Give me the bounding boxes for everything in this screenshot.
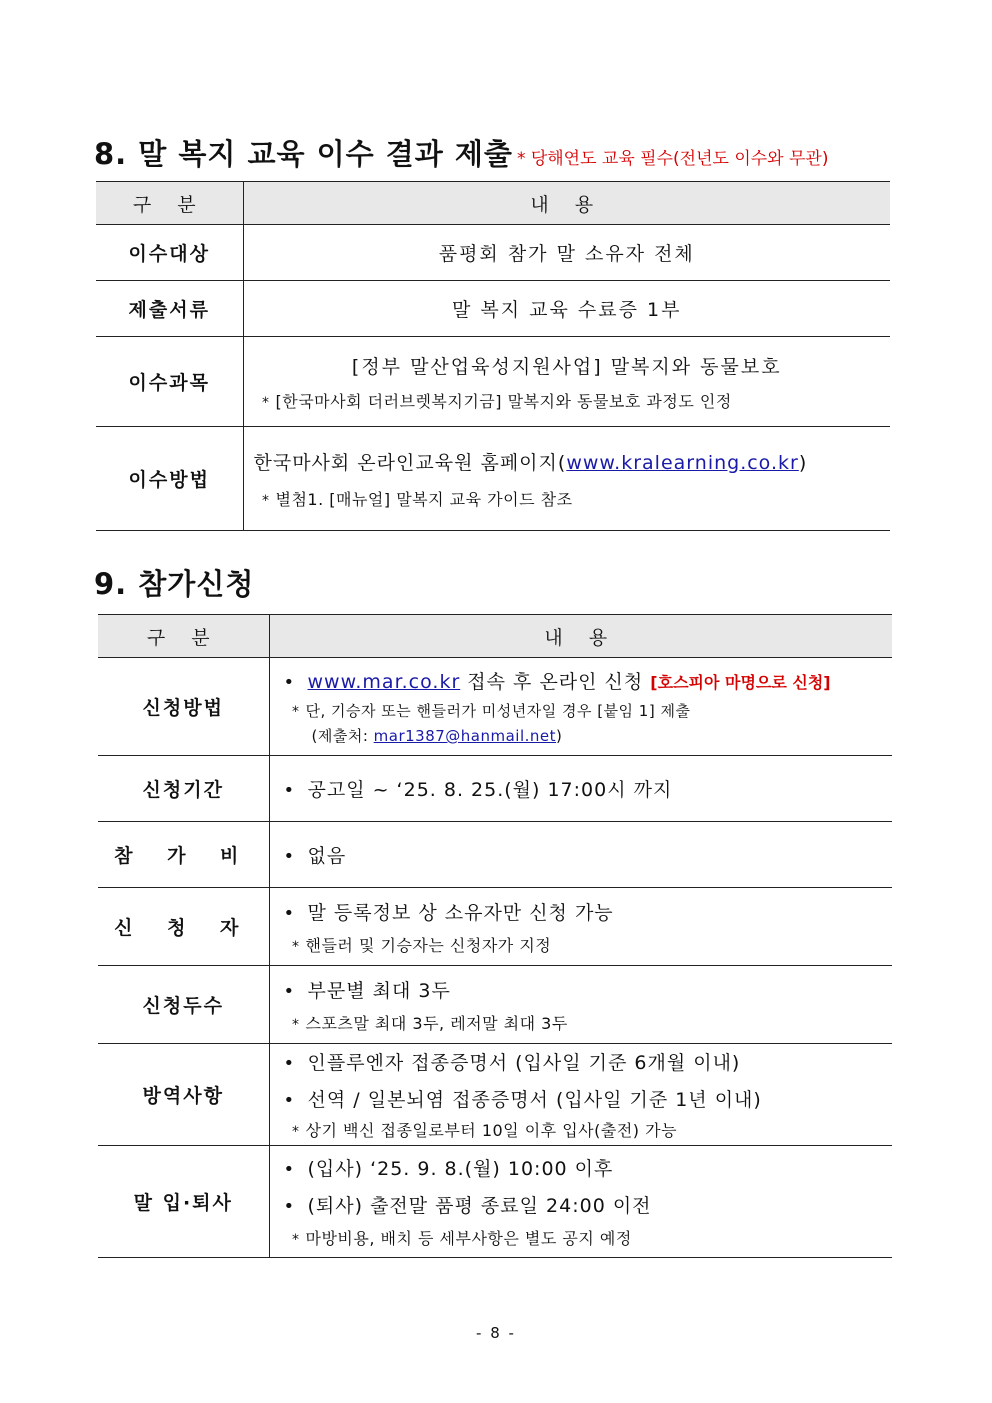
note-asterisk: *	[292, 1016, 300, 1033]
row-inout-note	[270, 1226, 893, 1249]
section9-title: 9. 참가신청	[94, 567, 255, 601]
row-period-label: 신청기간	[98, 756, 269, 822]
row-inout-text2: (퇴사) 출전말 품평 종료일 24:00 이전	[307, 1195, 652, 1217]
row-apply-method-content	[269, 658, 892, 756]
row-quarantine-note-text: 상기 백신 접종일로부터 10일 이후 입사(출전) 가능	[305, 1121, 678, 1140]
mar-link[interactable]: www.mar.co.kr	[307, 671, 461, 693]
row-applicant-label: 신 청 자	[98, 888, 269, 966]
note-asterisk: *	[262, 492, 270, 509]
row-fee-label: 참 가 비	[98, 822, 269, 888]
row-docs-content: 말 복지 교육 수료증 1부	[243, 281, 890, 337]
row-course-content	[243, 337, 890, 427]
row-quarantine-label: 방역사항	[98, 1044, 269, 1146]
row-fee-content	[269, 822, 892, 888]
row-inout	[98, 1146, 892, 1258]
row-docs-label: 제출서류	[96, 281, 243, 337]
row-method-note-text: 별첨1. [매뉴얼] 말복지 교육 가이드 참조	[275, 489, 573, 509]
note-asterisk: *	[292, 938, 300, 955]
row-method-paren-open: (	[557, 451, 567, 474]
section9-header-category: 구 분	[98, 615, 269, 658]
row-count-label: 신청두수	[98, 966, 269, 1044]
row-course-note-text: [한국마사회 더러브렛복지기금] 말복지와 동물보호 과정도 인정	[275, 391, 732, 411]
page-number: - 8 -	[476, 1324, 516, 1342]
row-period-text: 공고일 ~ ‘25. 8. 25.(월) 17:00시 까지	[307, 779, 673, 801]
row-applicant	[98, 888, 892, 966]
row-apply-method-line1	[270, 667, 893, 694]
bullet: •	[283, 980, 296, 1002]
row-docs	[96, 281, 890, 337]
row-target-label: 이수대상	[96, 225, 243, 281]
row-course-label: 이수과목	[96, 337, 243, 427]
submit-suffix: )	[556, 727, 563, 745]
row-quarantine-content	[269, 1044, 892, 1146]
row-applicant-note	[270, 933, 893, 956]
row-course-note	[244, 389, 891, 412]
email-link[interactable]: mar1387@hanmail.net	[373, 727, 557, 745]
section9-header-content: 내 용	[269, 615, 892, 658]
row-target-content: 품평회 참가 말 소유자 전체	[243, 225, 890, 281]
bullet: •	[283, 1090, 296, 1111]
row-apply-method-note	[270, 700, 893, 721]
row-method-label: 이수방법	[96, 427, 243, 531]
row-quarantine-text1: 인플루엔자 접종증명서 (입사일 기준 6개월 이내)	[307, 1052, 741, 1074]
bullet: •	[283, 780, 296, 801]
row-apply-method-note-text: 단, 기승자 또는 핸들러가 미성년자일 경우 [붙임 1] 제출	[305, 702, 691, 720]
row-inout-label: 말 입·퇴사	[98, 1146, 269, 1258]
row-count	[98, 966, 892, 1044]
row-quarantine-line2	[270, 1085, 893, 1112]
row-fee-text: 없음	[307, 845, 347, 867]
note-asterisk: *	[292, 704, 300, 720]
section8-title	[94, 132, 828, 173]
row-period	[98, 756, 892, 822]
bullet: •	[283, 672, 296, 693]
row-quarantine-text2: 선역 / 일본뇌염 접종증명서 (입사일 기준 1년 이내)	[307, 1089, 762, 1111]
row-applicant-note-text: 핸들러 및 기승자는 신청자가 지정	[305, 935, 552, 955]
row-quarantine-line1	[270, 1048, 893, 1075]
row-method-content	[243, 427, 890, 531]
row-course-line1: [정부 말산업육성지원사업] 말복지와 동물보호	[351, 355, 782, 378]
submit-prefix: (제출처:	[311, 727, 374, 745]
bullet: •	[283, 1159, 296, 1180]
section8-header-content: 내 용	[243, 182, 890, 225]
row-inout-line1	[270, 1154, 893, 1181]
section9-header-row	[98, 615, 892, 658]
note-asterisk: *	[292, 1124, 300, 1140]
kralearning-link[interactable]: www.kralearning.co.kr	[566, 451, 799, 474]
row-method-text: 한국마사회 온라인교육원 홈페이지	[253, 451, 558, 474]
note-asterisk: *	[262, 394, 270, 411]
section8-title-text: 8. 말 복지 교육 이수 결과 제출	[94, 137, 513, 171]
section8-header-category: 구 분	[96, 182, 243, 225]
section8-header-row	[96, 182, 890, 225]
section8-table	[96, 181, 890, 531]
row-method-note	[244, 487, 891, 510]
bullet: •	[283, 846, 296, 867]
note-asterisk: *	[292, 1232, 300, 1248]
row-applicant-line1	[270, 898, 893, 925]
hospia-notice: [호스피아 마명으로 신청]	[650, 673, 831, 692]
row-apply-method-text: 접속 후 온라인 신청	[460, 671, 651, 693]
row-inout-content	[269, 1146, 892, 1258]
row-count-text: 부문별 최대 3두	[307, 979, 451, 1002]
row-inout-line2	[270, 1191, 893, 1218]
row-apply-method	[98, 658, 892, 756]
row-apply-method-label: 신청방법	[98, 658, 269, 756]
section9-table	[98, 614, 892, 1258]
row-quarantine-note	[270, 1118, 893, 1141]
row-count-line1	[270, 976, 893, 1003]
row-count-note	[270, 1011, 893, 1034]
row-applicant-text: 말 등록정보 상 소유자만 신청 가능	[307, 901, 614, 924]
row-method-line1	[244, 448, 891, 475]
row-quarantine	[98, 1044, 892, 1146]
row-fee	[98, 822, 892, 888]
row-target	[96, 225, 890, 281]
bullet: •	[283, 1053, 296, 1074]
row-period-content	[269, 756, 892, 822]
row-inout-text1: (입사) ‘25. 9. 8.(월) 10:00 이후	[307, 1158, 614, 1180]
section8-note: * 당해연도 교육 필수(전년도 이수와 무관)	[516, 149, 829, 169]
row-inout-note-text: 마방비용, 배치 등 세부사항은 별도 공지 예정	[305, 1229, 632, 1248]
row-count-content	[269, 966, 892, 1044]
row-course	[96, 337, 890, 427]
row-apply-method-sub	[270, 725, 893, 746]
row-count-note-text: 스포츠말 최대 3두, 레저말 최대 3두	[305, 1013, 568, 1033]
bullet: •	[283, 902, 296, 924]
row-method-paren-close: )	[798, 451, 808, 474]
row-applicant-content	[269, 888, 892, 966]
row-method	[96, 427, 890, 531]
bullet: •	[283, 1196, 296, 1217]
